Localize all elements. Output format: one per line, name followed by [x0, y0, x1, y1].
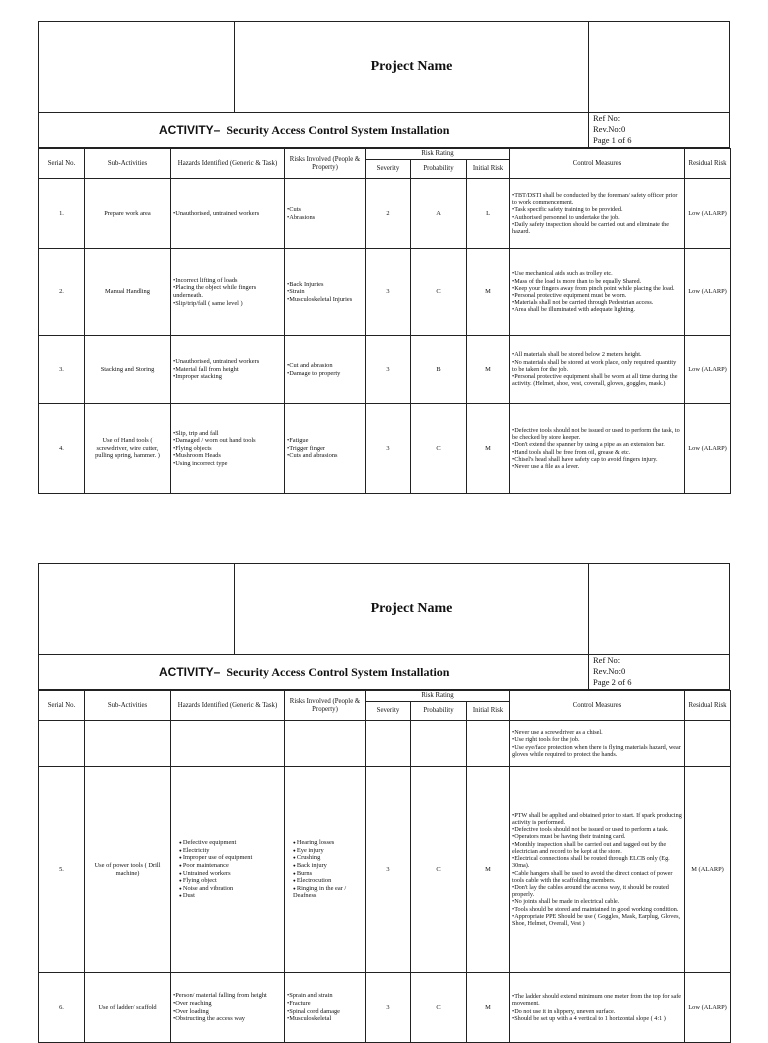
severity-cell: 3: [366, 404, 411, 494]
risks-cell: [285, 767, 366, 973]
hazard-item: • Material fall from height: [173, 366, 282, 374]
activity-label: ACTIVITY–: [159, 665, 221, 679]
control-item: • Use eye/face protection when there is flying materials hazard, wear gloves while required to protect the hands.: [512, 744, 682, 758]
logo-area: [39, 22, 235, 112]
col-risks: Risks Involved (People & Property): [285, 149, 366, 179]
hazards-cell: [171, 336, 285, 404]
control-item: • Electrical connections shall be routed through ELCB only (Eg. 30ma).: [512, 855, 682, 869]
control-measures-cell: [510, 249, 685, 336]
severity-cell: 3: [366, 336, 411, 404]
document-reference: [589, 112, 729, 147]
hazard-item: • Using incorrect type: [173, 460, 282, 468]
probability-cell: C: [411, 973, 467, 1043]
severity-cell: 3: [366, 767, 411, 973]
control-item: • The ladder should extend minimum one meter from the top for safe movement.: [512, 993, 682, 1007]
risks-cell: [285, 721, 366, 767]
document-reference: [589, 654, 729, 689]
risks-cell: [285, 336, 366, 404]
risk-assessment-table: [38, 148, 731, 494]
activity-cell: Use of Hand tools ( screwdriver, wire cutter, pulling spring, hammer. ): [85, 404, 171, 494]
project-name: Project Name: [235, 22, 589, 112]
page-1: [38, 21, 730, 494]
col-serial: Serial No.: [39, 691, 85, 721]
control-item: • TBT/DSTI shall be conducted by the foreman/ safety officer prior to work commencement.: [512, 192, 682, 206]
ref-no: Ref No:: [593, 113, 621, 123]
residual-risk-cell: M (ALARP): [685, 767, 731, 973]
control-item: • Use right tools for the job.: [512, 736, 682, 743]
page-2: [38, 563, 730, 1043]
risk-item: ● Hearing losses: [293, 839, 363, 847]
probability-cell: B: [411, 336, 467, 404]
risk-item: ● Back injury: [293, 862, 363, 870]
control-item: • No materials shall be stored at work place, only required quantity to be taken for the job.: [512, 359, 682, 373]
risk-item: ● Ringing in the ear / Deafness: [293, 885, 363, 900]
risk-item: • Cuts: [287, 206, 363, 214]
control-item: • Personal protective equipment must be worn.: [512, 292, 682, 299]
hazard-item: ● Flying object: [179, 877, 282, 885]
serial-cell: 1.: [39, 179, 85, 249]
risk-item: • Abrasions: [287, 214, 363, 222]
probability-cell: C: [411, 404, 467, 494]
page-number: Page 2 of 6: [593, 677, 632, 687]
hazard-item: • Damaged / worn out hand tools: [173, 437, 282, 445]
col-sub-activities: Sub-Activities: [85, 149, 171, 179]
col-residual-risk: Residual Risk: [685, 691, 731, 721]
hazard-item: ● Electricity: [179, 847, 282, 855]
activity-cell: Use of power tools ( Drill machine): [85, 767, 171, 973]
col-severity: Severity: [366, 702, 411, 721]
col-residual-risk: Residual Risk: [685, 149, 731, 179]
risk-item: ● Electrocution: [293, 877, 363, 885]
hazards-cell: [171, 249, 285, 336]
hazards-cell: [171, 973, 285, 1043]
risk-item: • Spinal cord damage: [287, 1008, 363, 1016]
risk-item: • Musculoskeletal: [287, 1015, 363, 1023]
activity-cell: [85, 721, 171, 767]
col-control-measures: Control Measures: [510, 691, 685, 721]
activity-name: Security Access Control System Installation: [226, 664, 450, 679]
control-measures-cell: [510, 404, 685, 494]
risk-item: ● Crushing: [293, 854, 363, 862]
risk-item: • Fatigue: [287, 437, 363, 445]
col-initial-risk: Initial Risk: [467, 702, 510, 721]
hazards-cell: [171, 404, 285, 494]
control-measures-cell: [510, 973, 685, 1043]
control-item: • Daily safety inspection should be carried out and eliminate the hazard.: [512, 221, 682, 235]
control-item: • Defective tools should not be issued or used to perform the task, to be checked by store keeper.: [512, 427, 682, 441]
control-measures-cell: [510, 336, 685, 404]
severity-cell: 2: [366, 179, 411, 249]
activity-label: ACTIVITY–: [159, 123, 221, 137]
risk-item: ● Eye injury: [293, 847, 363, 855]
hazard-item: ● Defective equipment: [179, 839, 282, 847]
risk-item: • Cut and abrasion: [287, 362, 363, 370]
initial-risk-cell: M: [467, 767, 510, 973]
project-name: Project Name: [235, 564, 589, 654]
risks-cell: [285, 973, 366, 1043]
risks-cell: [285, 249, 366, 336]
page-header: [38, 563, 730, 690]
hazard-item: ● Noise and vibration: [179, 885, 282, 893]
risks-cell: [285, 179, 366, 249]
initial-risk-cell: M: [467, 336, 510, 404]
serial-cell: 5.: [39, 767, 85, 973]
col-risk-rating: Risk Rating: [366, 691, 510, 702]
control-item: • Don't lay the cables around the access way, it should be routed properly.: [512, 884, 682, 898]
probability-cell: C: [411, 767, 467, 973]
control-item: • Keep your fingers away from pinch point while placing the load.: [512, 285, 682, 292]
risk-assessment-table: [38, 690, 731, 1043]
severity-cell: [366, 721, 411, 767]
hazard-item: • Improper stacking: [173, 373, 282, 381]
hazards-cell: [171, 721, 285, 767]
control-item: • All materials shall be stored below 2 meters height.: [512, 351, 682, 358]
probability-cell: A: [411, 179, 467, 249]
residual-risk-cell: Low (ALARP): [685, 249, 731, 336]
control-item: • Hand tools shall be free from oil, grease & etc.: [512, 449, 682, 456]
probability-cell: [411, 721, 467, 767]
control-item: • Task specific safety training to be provided.: [512, 206, 682, 213]
table-row: [39, 336, 731, 404]
hazard-item: ● Dust: [179, 892, 282, 900]
header-right-cell: [589, 564, 729, 654]
hazard-item: • Over loading: [173, 1008, 282, 1016]
initial-risk-cell: M: [467, 249, 510, 336]
control-item: • Don't extend the spanner by using a pipe as an extension bar.: [512, 441, 682, 448]
col-initial-risk: Initial Risk: [467, 160, 510, 179]
risk-item: • Damage to property: [287, 370, 363, 378]
risks-cell: [285, 404, 366, 494]
hazard-item: • Slip/trip/fall ( same level ): [173, 300, 282, 308]
probability-cell: C: [411, 249, 467, 336]
hazard-item: • Mushroom Heads: [173, 452, 282, 460]
col-risk-rating: Risk Rating: [366, 149, 510, 160]
control-item: • Area shall be illuminated with adequate lighting.: [512, 306, 682, 313]
control-item: • Monthly inspection shall be carried out and tagged out by the electrician and record to be kept at the store.: [512, 841, 682, 855]
hazard-item: • Over reaching: [173, 1000, 282, 1008]
risk-item: • Strain: [287, 288, 363, 296]
hazard-item: • Incorrect lifting of loads: [173, 277, 282, 285]
residual-risk-cell: Low (ALARP): [685, 404, 731, 494]
table-row: [39, 404, 731, 494]
logo-area: [39, 564, 235, 654]
activity-title: [39, 654, 589, 689]
control-item: • Authorised personnel to undertake the job.: [512, 214, 682, 221]
serial-cell: 6.: [39, 973, 85, 1043]
hazard-item: • Person/ material falling from height: [173, 992, 282, 1000]
table-row: [39, 767, 731, 973]
control-item: • Mass of the load is more than to be equally Shared.: [512, 278, 682, 285]
risk-item: • Musculoskeletal Injuries: [287, 296, 363, 304]
col-control-measures: Control Measures: [510, 149, 685, 179]
table-row: [39, 249, 731, 336]
control-item: • Personal protective equipment shall be worn at all time during the activity. (Helmet, shoe, vest, coverall, gloves, goggles, mask.): [512, 373, 682, 387]
hazard-item: ● Untrained workers: [179, 870, 282, 878]
severity-cell: 3: [366, 973, 411, 1043]
control-item: • Cable hangers shall be used to avoid the direct contact of power tools cable with the scaffolding members.: [512, 870, 682, 884]
control-item: • Appropriate PPE Should be use ( Goggles, Mask, Earplug, Gloves, Shoe, Helmet, Overall, Vest ): [512, 913, 682, 927]
activity-cell: Manual Handling: [85, 249, 171, 336]
activity-cell: Use of ladder/ scaffold: [85, 973, 171, 1043]
hazard-item: ● Poor maintenance: [179, 862, 282, 870]
activity-title: [39, 112, 589, 147]
risk-item: ● Burns: [293, 870, 363, 878]
rev-no: Rev.No:0: [593, 666, 626, 676]
control-measures-cell: [510, 179, 685, 249]
hazard-item: • Flying objects: [173, 445, 282, 453]
control-item: • Materials shall not be carried through Pedestrian access.: [512, 299, 682, 306]
control-item: • Never use a file as a lever.: [512, 463, 682, 470]
table-row: [39, 721, 731, 767]
page-header: [38, 21, 730, 148]
control-item: • Use mechanical aids such as trolley etc.: [512, 270, 682, 277]
col-probability: Probability: [411, 160, 467, 179]
initial-risk-cell: L: [467, 179, 510, 249]
serial-cell: 4.: [39, 404, 85, 494]
hazard-item: • Placing the object while fingers underneath.: [173, 284, 282, 299]
initial-risk-cell: M: [467, 404, 510, 494]
col-hazards: Hazards Identified (Generic & Task): [171, 149, 285, 179]
col-probability: Probability: [411, 702, 467, 721]
control-item: • PTW shall be applied and obtained prior to start. If spark producing activity is performed.: [512, 812, 682, 826]
risk-item: • Fracture: [287, 1000, 363, 1008]
col-risks: Risks Involved (People & Property): [285, 691, 366, 721]
table-row: [39, 179, 731, 249]
residual-risk-cell: Low (ALARP): [685, 336, 731, 404]
hazards-cell: [171, 767, 285, 973]
hazards-cell: [171, 179, 285, 249]
control-measures-cell: [510, 767, 685, 973]
table-row: [39, 973, 731, 1043]
control-item: • Operators must be having their training card.: [512, 833, 682, 840]
activity-cell: Prepare work area: [85, 179, 171, 249]
col-hazards: Hazards Identified (Generic & Task): [171, 691, 285, 721]
risk-item: • Sprain and strain: [287, 992, 363, 1000]
header-right-cell: [589, 22, 729, 112]
serial-cell: [39, 721, 85, 767]
hazard-item: ● Improper use of equipment: [179, 854, 282, 862]
initial-risk-cell: M: [467, 973, 510, 1043]
serial-cell: 3.: [39, 336, 85, 404]
residual-risk-cell: Low (ALARP): [685, 179, 731, 249]
initial-risk-cell: [467, 721, 510, 767]
page-number: Page 1 of 6: [593, 135, 632, 145]
activity-name: Security Access Control System Installation: [226, 122, 450, 137]
control-item: • Defective tools should not be issued or used to perform a task.: [512, 826, 682, 833]
control-measures-cell: [510, 721, 685, 767]
residual-risk-cell: Low (ALARP): [685, 973, 731, 1043]
rev-no: Rev.No:0: [593, 124, 626, 134]
risk-item: • Cuts and abrasions: [287, 452, 363, 460]
control-item: • Should be set up with a 4 vertical to 1 horizontal slope ( 4:1 ): [512, 1015, 682, 1022]
serial-cell: 2.: [39, 249, 85, 336]
hazard-item: • Unauthorised, untrained workers: [173, 210, 282, 218]
control-item: • No joints shall be made in electrical cable.: [512, 898, 682, 905]
residual-risk-cell: [685, 721, 731, 767]
control-item: • Tools should be stored and maintained in good working condition.: [512, 906, 682, 913]
hazard-item: • Slip, trip and fall: [173, 430, 282, 438]
col-severity: Severity: [366, 160, 411, 179]
control-item: • Never use a screwdriver as a chisel.: [512, 729, 682, 736]
col-serial: Serial No.: [39, 149, 85, 179]
ref-no: Ref No:: [593, 655, 621, 665]
severity-cell: 3: [366, 249, 411, 336]
control-item: • Chisel's head shall have safety cap to avoid fingers injury.: [512, 456, 682, 463]
risk-item: • Back Injuries: [287, 281, 363, 289]
risk-item: • Trigger finger: [287, 445, 363, 453]
activity-cell: Stacking and Storing: [85, 336, 171, 404]
hazard-item: • Obstructing the access way: [173, 1015, 282, 1023]
control-item: • Do not use it in slippery, uneven surface.: [512, 1008, 682, 1015]
col-sub-activities: Sub-Activities: [85, 691, 171, 721]
hazard-item: • Unauthorised, untrained workers: [173, 358, 282, 366]
